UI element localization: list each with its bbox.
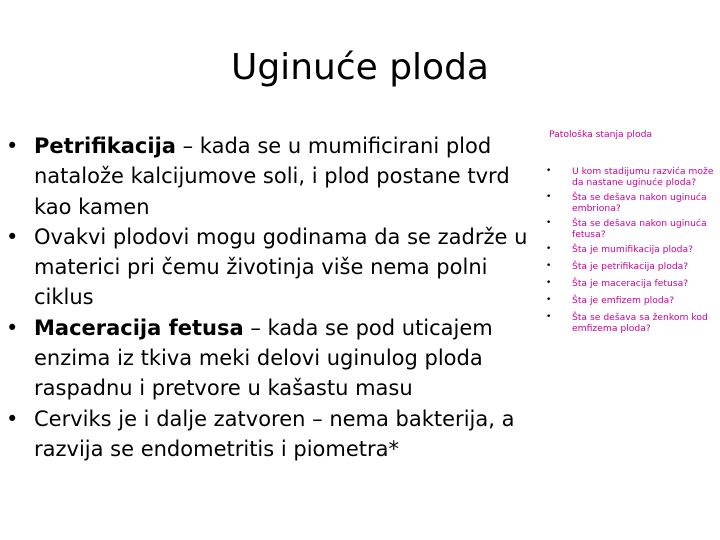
bullet-icon: •	[546, 166, 552, 176]
side-question-item	[546, 192, 718, 214]
point-text: Cerviks je i dalje zatvoren – nema bakterija, a razvija se endometritis i piometra*	[34, 406, 515, 461]
question-text: Šta je petrifikacija ploda?	[572, 261, 689, 272]
side-question-item	[546, 166, 718, 188]
point-text: Ovakvi plodovi mogu godinama da se zadrže u materici pri čemu životinja više nema polni ciklus	[34, 224, 528, 310]
bullet-icon: •	[546, 295, 552, 305]
question-text: Šta je emfizem ploda?	[572, 295, 675, 306]
bold-term: Petrifikacija	[34, 134, 176, 158]
side-question-item	[546, 244, 718, 255]
bullet-icon: •	[546, 312, 552, 322]
bullet-icon: •	[546, 261, 552, 271]
question-text: Šta se dešava sa ženkom kod emfizema ploda?	[572, 312, 708, 334]
side-question-item	[546, 261, 718, 272]
question-text: U kom stadijumu razvića može da nastane uginuće ploda?	[572, 166, 714, 188]
side-panel-heading: Patološka stanja ploda	[549, 129, 653, 140]
question-text: Šta se dešava nakon uginuća fetusa?	[572, 218, 707, 240]
main-bullet-item	[6, 222, 546, 313]
side-question-item	[546, 312, 718, 334]
point-text: – kada se pod uticajem enzima iz tkiva meki delovi uginulog ploda raspadnu i pretvore u kašastu masu	[34, 315, 493, 401]
main-bullet-item	[6, 131, 546, 222]
bullet-icon: •	[6, 134, 19, 158]
point-text: – kada se u mumificirani plod natalože kalcijumove soli, i plod postane tvrd kao kamen	[34, 134, 510, 219]
bullet-icon: •	[546, 192, 552, 202]
question-text: Šta je maceracija fetusa?	[572, 278, 689, 289]
side-question-item	[546, 295, 718, 306]
question-text: Šta je mumifikacija ploda?	[572, 244, 694, 255]
bullet-icon: •	[6, 315, 19, 340]
side-question-item	[546, 218, 718, 240]
bold-term: Maceracija fetusa	[34, 315, 244, 340]
bullet-icon: •	[546, 244, 552, 254]
bullet-icon: •	[6, 224, 19, 249]
side-question-item	[546, 278, 718, 289]
bullet-icon: •	[546, 278, 552, 288]
slide-title: Uginuće ploda	[230, 47, 489, 88]
main-bullet-item	[6, 404, 546, 465]
bullet-icon: •	[6, 406, 19, 431]
main-bullet-list	[6, 131, 546, 464]
side-question-list	[546, 166, 718, 334]
main-bullet-item	[6, 313, 546, 404]
bullet-icon: •	[546, 218, 552, 228]
question-text: Šta se dešava nakon uginuća embriona?	[572, 192, 707, 214]
